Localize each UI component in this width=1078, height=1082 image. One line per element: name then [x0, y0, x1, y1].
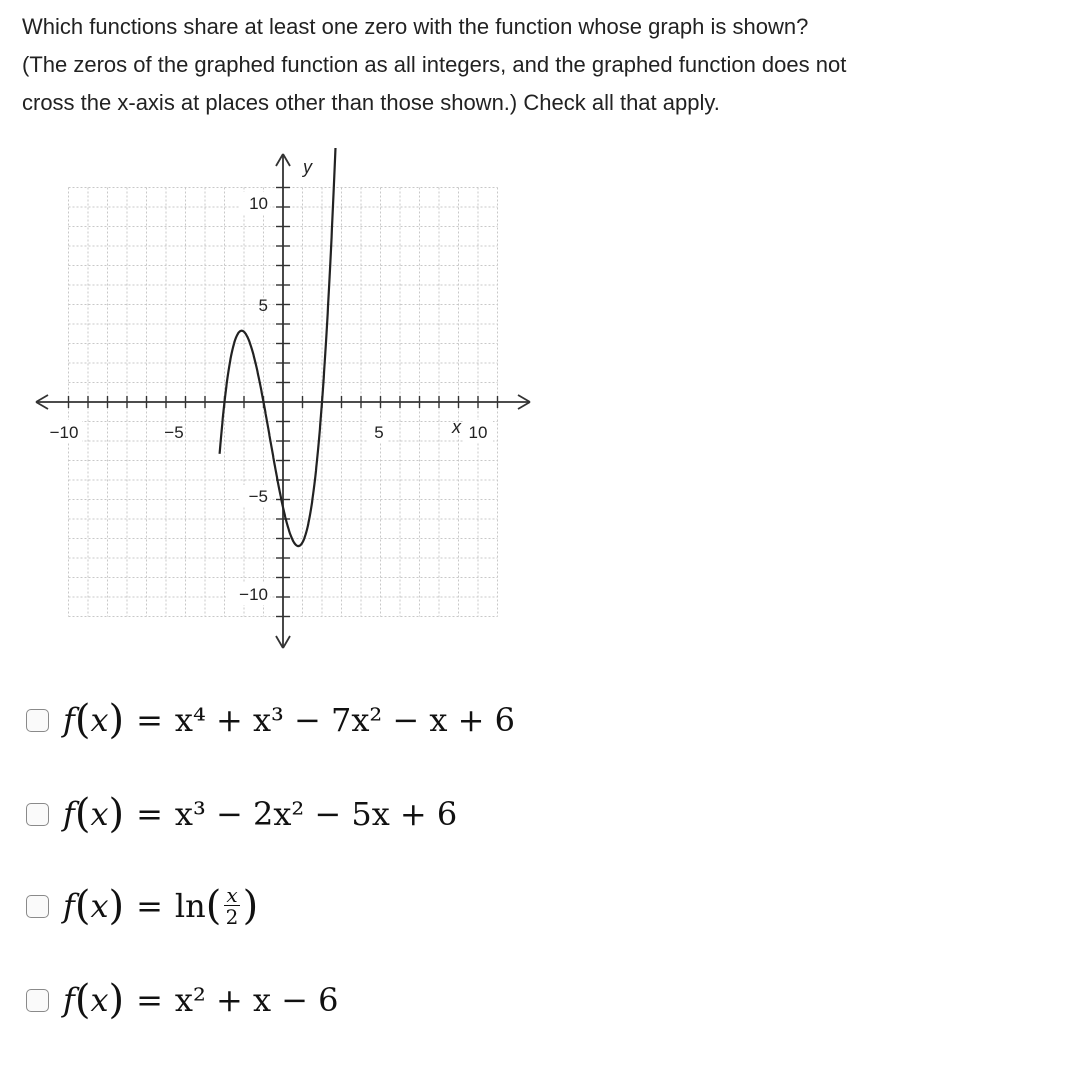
x-tick-label: 5	[374, 423, 384, 442]
y-axis-label: y	[303, 157, 312, 177]
formula-rhs: x² + x − 6	[174, 981, 339, 1019]
option-formula	[63, 791, 458, 837]
answer-option-2[interactable]	[26, 790, 457, 838]
open-paren: (	[74, 791, 91, 837]
close-paren: )	[108, 791, 125, 837]
function-curve	[220, 148, 336, 546]
open-paren: (	[74, 697, 91, 743]
y-tick-label: −5	[248, 487, 268, 506]
close-paren: )	[242, 883, 259, 929]
x-tick-label: −10	[49, 423, 79, 442]
function-variable: x	[90, 981, 109, 1019]
answer-checkbox[interactable]	[26, 989, 49, 1012]
question-line-2: (The zeros of the graphed function as all integers, and the graphed function does not	[22, 52, 847, 77]
fraction-denominator: 2	[225, 905, 239, 929]
equals-sign: =	[136, 701, 163, 739]
option-formula	[63, 885, 258, 927]
question-line-1: Which functions share at least one zero with the function whose graph is shown?	[22, 14, 809, 39]
question-line-3: cross the x-axis at places other than those shown.) Check all that apply.	[22, 90, 720, 115]
answer-checkbox[interactable]	[26, 895, 49, 918]
function-variable: x	[90, 701, 109, 739]
equals-sign: =	[136, 981, 163, 1019]
answer-checkbox[interactable]	[26, 709, 49, 732]
answer-option-1[interactable]	[26, 696, 515, 744]
formula-rhs: x³ − 2x² − 5x + 6	[174, 795, 458, 833]
fraction	[224, 885, 239, 927]
y-tick-label: 5	[258, 296, 268, 315]
y-tick-label: 10	[249, 194, 268, 213]
x-tick-label: −5	[164, 423, 184, 442]
ln-operator: ln	[174, 887, 206, 925]
answer-checkbox[interactable]	[26, 803, 49, 826]
option-formula	[63, 977, 339, 1023]
option-formula	[63, 697, 515, 743]
function-variable: x	[90, 795, 109, 833]
answer-option-3[interactable]	[26, 882, 258, 930]
open-paren: (	[74, 883, 91, 929]
open-paren: (	[74, 977, 91, 1023]
function-name: f	[63, 887, 75, 925]
function-name: f	[63, 795, 75, 833]
open-paren: (	[205, 883, 222, 929]
function-name: f	[63, 701, 75, 739]
function-name: f	[63, 981, 75, 1019]
equals-sign: =	[136, 887, 163, 925]
x-tick-label: 10	[468, 423, 488, 442]
y-tick-label: −10	[239, 585, 268, 604]
graph-axes	[36, 154, 530, 648]
equals-sign: =	[136, 795, 163, 833]
close-paren: )	[108, 977, 125, 1023]
close-paren: )	[108, 697, 125, 743]
answer-option-4[interactable]	[26, 976, 339, 1024]
x-axis-label: x	[452, 417, 461, 437]
fraction-numerator: x	[226, 883, 238, 907]
close-paren: )	[108, 883, 125, 929]
formula-rhs: x⁴ + x³ − 7x² − x + 6	[174, 701, 515, 739]
question-text	[22, 8, 1062, 122]
function-graph	[30, 148, 550, 656]
function-variable: x	[90, 887, 109, 925]
graph-svg	[30, 148, 550, 656]
